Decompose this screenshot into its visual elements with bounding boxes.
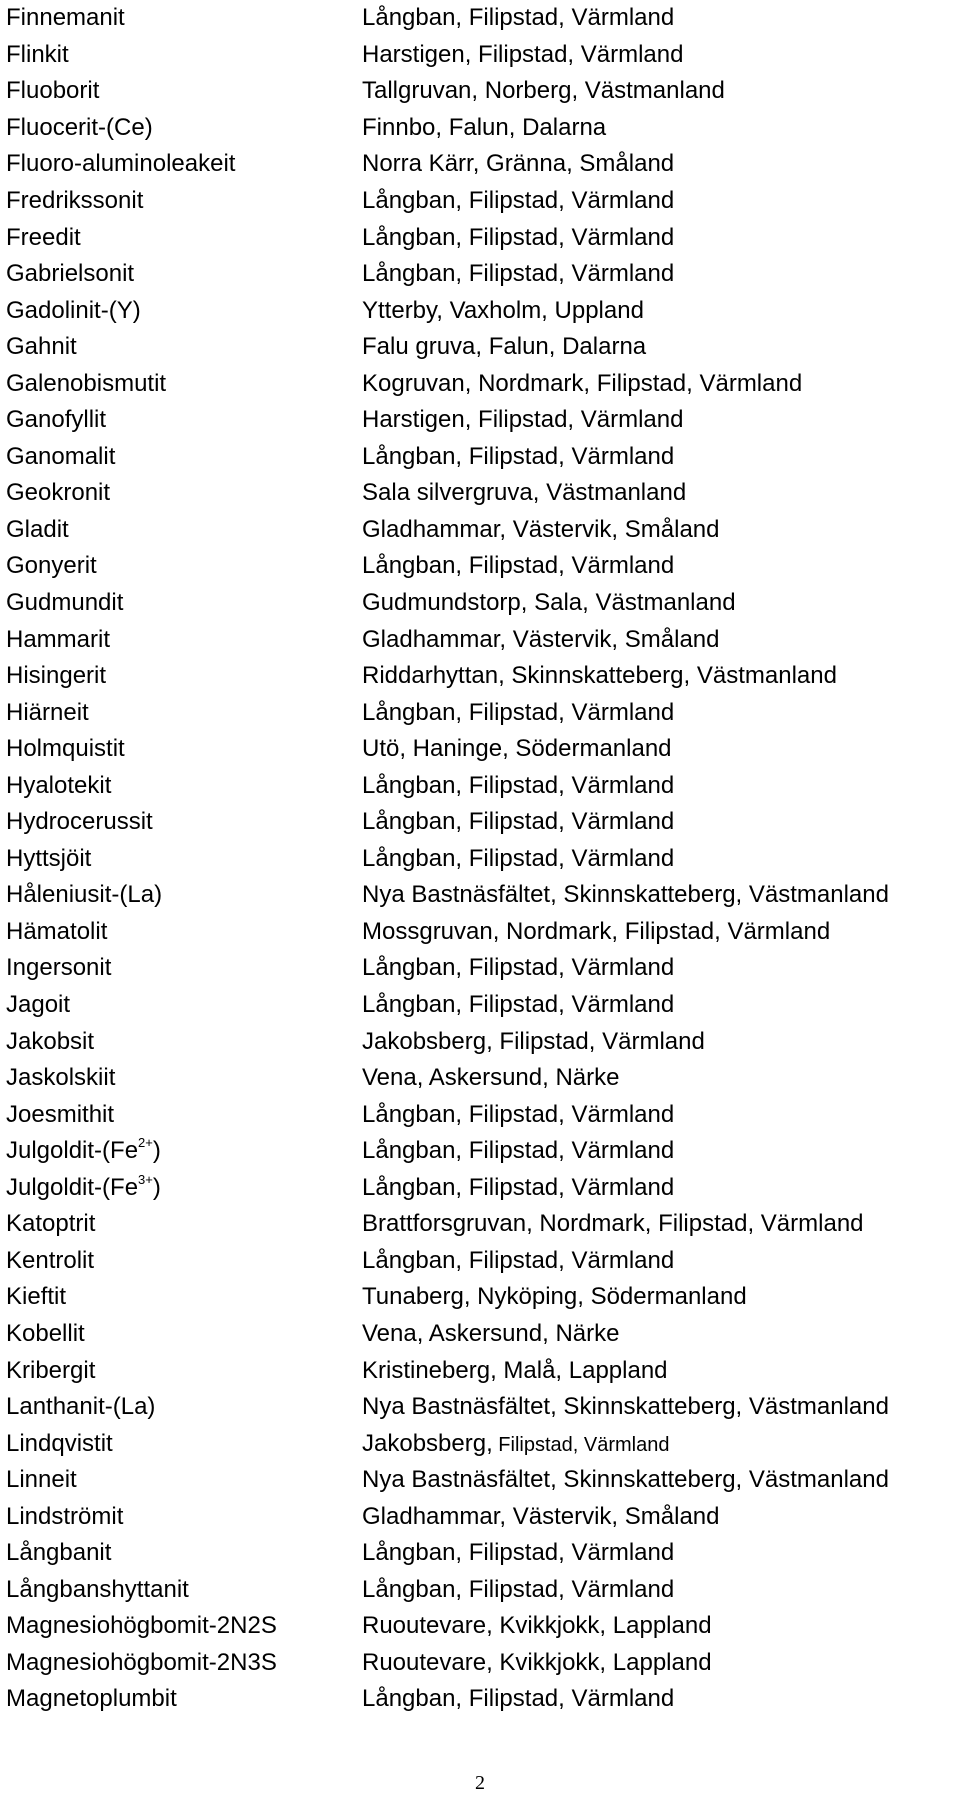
list-item xyxy=(6,658,956,695)
locality xyxy=(362,77,956,105)
list-item xyxy=(6,439,956,476)
mineral-name xyxy=(6,297,362,325)
mineral-name-text: Ganomalit xyxy=(6,442,116,470)
mineral-name xyxy=(6,1393,362,1421)
locality xyxy=(362,918,956,946)
locality-text: Nya Bastnäsfältet, Skinnskatteberg, Västmanland xyxy=(362,1393,889,1421)
mineral-name xyxy=(6,954,362,982)
locality-text: Mossgruvan, Nordmark, Filipstad, Värmland xyxy=(362,917,831,945)
mineral-name xyxy=(6,1171,362,1202)
locality-text: Utö, Haninge, Södermanland xyxy=(362,735,672,763)
locality-text: Långban, Filipstad, Värmland xyxy=(362,991,675,1019)
mineral-name-text: Ganofyllit xyxy=(6,406,107,434)
mineral-name-text: Geokronit xyxy=(6,479,111,507)
locality xyxy=(362,662,956,690)
list-item xyxy=(6,219,956,256)
mineral-name xyxy=(6,1649,362,1677)
mineral-name xyxy=(6,187,362,215)
list-item xyxy=(6,1389,956,1426)
mineral-name-text: Hämatolit xyxy=(6,917,108,945)
mineral-name xyxy=(6,41,362,69)
locality xyxy=(362,954,956,982)
mineral-name xyxy=(6,260,362,288)
list-item xyxy=(6,1206,956,1243)
list-item xyxy=(6,0,956,37)
mineral-name xyxy=(6,224,362,252)
list-item xyxy=(6,804,956,841)
list-item xyxy=(6,329,956,366)
locality xyxy=(362,772,956,800)
mineral-name-text: Fluoro-aluminoleakeit xyxy=(6,150,236,178)
mineral-name-text: Hammarit xyxy=(6,625,111,653)
mineral-name-text: Gladit xyxy=(6,515,69,543)
mineral-name xyxy=(6,1247,362,1275)
locality xyxy=(362,333,956,361)
mineral-name-text: Hydrocerussit xyxy=(6,808,153,836)
mineral-name xyxy=(6,1576,362,1604)
locality-text: Tunaberg, Nyköping, Södermanland xyxy=(362,1283,747,1311)
locality xyxy=(362,1357,956,1385)
mineral-name-text: Linneit xyxy=(6,1466,77,1494)
locality-text: Ruoutevare, Kvikkjokk, Lappland xyxy=(362,1612,712,1640)
mineral-name xyxy=(6,881,362,909)
locality-text: Långban, Filipstad, Värmland xyxy=(362,1100,675,1128)
mineral-name-suffix: ) xyxy=(152,1173,161,1201)
locality-text: Harstigen, Filipstad, Värmland xyxy=(362,40,684,68)
locality xyxy=(362,1064,956,1092)
mineral-name-text: Freedit xyxy=(6,223,81,251)
locality xyxy=(362,406,956,434)
locality-text: Gladhammar, Västervik, Småland xyxy=(362,625,720,653)
list-item xyxy=(6,1645,956,1682)
locality-text: Jakobsberg, Filipstad, Värmland xyxy=(362,1027,705,1055)
mineral-name-text: Magnetoplumbit xyxy=(6,1685,177,1713)
mineral-name-text: Ingersonit xyxy=(6,954,112,982)
locality-text: Ytterby, Vaxholm, Uppland xyxy=(362,296,644,324)
mineral-name-text: Katoptrit xyxy=(6,1210,96,1238)
mineral-name-text: Lanthanit-(La) xyxy=(6,1393,156,1421)
list-item xyxy=(6,512,956,549)
locality xyxy=(362,150,956,178)
mineral-name xyxy=(6,1320,362,1348)
mineral-name xyxy=(6,699,362,727)
locality xyxy=(362,297,956,325)
locality xyxy=(362,1247,956,1275)
mineral-name-text: Joesmithit xyxy=(6,1100,115,1128)
list-item xyxy=(6,146,956,183)
locality-text: Ruoutevare, Kvikkjokk, Lappland xyxy=(362,1648,712,1676)
list-item xyxy=(6,73,956,110)
mineral-name xyxy=(6,4,362,32)
locality-text: Långban, Filipstad, Värmland xyxy=(362,260,675,288)
mineral-name xyxy=(6,1685,362,1713)
list-item xyxy=(6,1279,956,1316)
locality xyxy=(362,1137,956,1165)
list-item xyxy=(6,877,956,914)
mineral-name-text: Gabrielsonit xyxy=(6,260,135,288)
mineral-name-text: Julgoldit-(Fe xyxy=(6,1137,139,1165)
locality-text-small: Filipstad, Värmland xyxy=(492,1433,670,1456)
locality-text: Kristineberg, Malå, Lappland xyxy=(362,1356,668,1384)
list-item xyxy=(6,950,956,987)
locality xyxy=(362,735,956,763)
mineral-name-text: Långbanshyttanit xyxy=(6,1575,189,1603)
mineral-name-text: Magnesiohögbomit-2N3S xyxy=(6,1648,277,1676)
mineral-name xyxy=(6,1064,362,1092)
mineral-name-text: Gahnit xyxy=(6,333,77,361)
locality-text: Långban, Filipstad, Värmland xyxy=(362,1685,675,1713)
list-item xyxy=(6,1133,956,1170)
list-item xyxy=(6,621,956,658)
mineral-name-text: Gonyerit xyxy=(6,552,97,580)
locality-text: Långban, Filipstad, Värmland xyxy=(362,954,675,982)
locality-text: Långban, Filipstad, Värmland xyxy=(362,552,675,580)
locality xyxy=(362,699,956,727)
mineral-name xyxy=(6,1466,362,1494)
locality xyxy=(362,1210,956,1238)
locality-text: Norra Kärr, Gränna, Småland xyxy=(362,150,675,178)
locality xyxy=(362,260,956,288)
mineral-name xyxy=(6,589,362,617)
locality-text: Vena, Askersund, Närke xyxy=(362,1319,620,1347)
oxidation-state-superscript: 3+ xyxy=(138,1171,153,1187)
list-item xyxy=(6,1681,956,1718)
locality-text: Långban, Filipstad, Värmland xyxy=(362,1137,675,1165)
locality xyxy=(362,1101,956,1129)
locality-text: Långban, Filipstad, Värmland xyxy=(362,1575,675,1603)
mineral-name xyxy=(6,1430,362,1458)
page-number: 2 xyxy=(475,1772,485,1794)
locality xyxy=(362,1685,956,1713)
mineral-name-text: Hyalotekit xyxy=(6,771,112,799)
locality-text: Tallgruvan, Norberg, Västmanland xyxy=(362,77,725,105)
mineral-name xyxy=(6,991,362,1019)
locality-text: Gladhammar, Västervik, Småland xyxy=(362,515,720,543)
locality xyxy=(362,808,956,836)
mineral-name xyxy=(6,1028,362,1056)
mineral-name-text: Långbanit xyxy=(6,1539,112,1567)
list-item xyxy=(6,1462,956,1499)
mineral-name xyxy=(6,735,362,763)
locality xyxy=(362,1430,956,1458)
list-item xyxy=(6,1498,956,1535)
list-item xyxy=(6,365,956,402)
list-item xyxy=(6,292,956,329)
locality-text: Finnbo, Falun, Dalarna xyxy=(362,113,607,141)
mineral-name xyxy=(6,1210,362,1238)
locality xyxy=(362,1576,956,1604)
list-item xyxy=(6,1060,956,1097)
mineral-name-text: Hisingerit xyxy=(6,662,107,690)
list-item xyxy=(6,1243,956,1280)
mineral-name xyxy=(6,808,362,836)
mineral-name-text: Fredrikssonit xyxy=(6,187,144,214)
locality-text: Falu gruva, Falun, Dalarna xyxy=(362,333,647,361)
locality xyxy=(362,187,956,215)
mineral-name xyxy=(6,626,362,654)
locality xyxy=(362,370,956,398)
locality-text: Långban, Filipstad, Värmland xyxy=(362,1246,675,1274)
mineral-name-text: Kentrolit xyxy=(6,1246,95,1274)
list-item xyxy=(6,1352,956,1389)
locality xyxy=(362,552,956,580)
mineral-name-text: Lindströmit xyxy=(6,1502,124,1530)
mineral-name xyxy=(6,479,362,507)
locality-text: Långban, Filipstad, Värmland xyxy=(362,698,675,726)
locality-text: Nya Bastnäsfältet, Skinnskatteberg, Västmanland xyxy=(362,881,889,909)
locality-text: Jakobsberg, xyxy=(362,1429,493,1457)
mineral-name-text: Kribergit xyxy=(6,1356,96,1384)
list-item xyxy=(6,1572,956,1609)
locality-text: Långban, Filipstad, Värmland xyxy=(362,1539,675,1567)
mineral-name xyxy=(6,1357,362,1385)
locality-text: Långban, Filipstad, Värmland xyxy=(362,1173,675,1201)
locality-text: Långban, Filipstad, Värmland xyxy=(362,771,675,799)
mineral-name xyxy=(6,1137,362,1165)
mineral-name xyxy=(6,114,362,142)
locality-text: Brattforsgruvan, Nordmark, Filipstad, Värmland xyxy=(362,1210,864,1238)
mineral-name-text: Flinkit xyxy=(6,40,69,68)
mineral-name-text: Julgoldit-(Fe xyxy=(6,1173,139,1201)
mineral-name-text: Galenobismutit xyxy=(6,369,167,397)
mineral-name-text: Håleniusit-(La) xyxy=(6,881,163,909)
mineral-name-text: Holmquistit xyxy=(6,735,125,763)
list-item xyxy=(6,548,956,585)
mineral-name xyxy=(6,918,362,946)
list-item xyxy=(6,841,956,878)
locality-text: Långban, Filipstad, Värmland xyxy=(362,844,675,872)
mineral-name xyxy=(6,552,362,580)
mineral-name-text: Kobellit xyxy=(6,1319,85,1347)
mineral-name xyxy=(6,77,362,105)
locality xyxy=(362,1283,956,1311)
mineral-name-text: Lindqvistit xyxy=(6,1429,113,1457)
list-item xyxy=(6,256,956,293)
locality xyxy=(362,1466,956,1494)
locality xyxy=(362,1612,956,1640)
locality xyxy=(362,1539,956,1567)
list-item xyxy=(6,767,956,804)
list-item xyxy=(6,475,956,512)
mineral-name xyxy=(6,845,362,873)
mineral-name-text: Finnemanit xyxy=(6,4,125,32)
mineral-name-text: Magnesiohögbomit-2N2S xyxy=(6,1612,277,1640)
locality xyxy=(362,845,956,873)
list-item xyxy=(6,1096,956,1133)
mineral-name-text: Fluocerit-(Ce) xyxy=(6,113,153,141)
list-item xyxy=(6,37,956,74)
mineral-name-text: Jakobsit xyxy=(6,1027,95,1055)
locality xyxy=(362,41,956,69)
mineral-name xyxy=(6,443,362,471)
locality-text: Gladhammar, Västervik, Småland xyxy=(362,1502,720,1530)
mineral-name xyxy=(6,1539,362,1567)
locality xyxy=(362,1649,956,1677)
list-item xyxy=(6,1608,956,1645)
locality-text: Harstigen, Filipstad, Värmland xyxy=(362,406,684,434)
locality xyxy=(362,1174,956,1202)
list-item xyxy=(6,914,956,951)
locality-text: Långban, Filipstad, Värmland xyxy=(362,808,675,836)
list-item xyxy=(6,585,956,622)
locality xyxy=(362,626,956,654)
locality-text: Långban, Filipstad, Värmland xyxy=(362,223,675,251)
mineral-name xyxy=(6,150,362,178)
locality xyxy=(362,114,956,142)
locality xyxy=(362,1503,956,1531)
locality xyxy=(362,1028,956,1056)
oxidation-state-superscript: 2+ xyxy=(138,1135,153,1151)
mineral-name-text: Fluoborit xyxy=(6,77,100,105)
list-item xyxy=(6,694,956,731)
mineral-name-text: Jaskolskiit xyxy=(6,1064,116,1092)
mineral-name xyxy=(6,406,362,434)
locality xyxy=(362,479,956,507)
list-item xyxy=(6,731,956,768)
mineral-name xyxy=(6,1612,362,1640)
mineral-name-suffix: ) xyxy=(152,1137,161,1165)
mineral-name xyxy=(6,1101,362,1129)
locality-text: Vena, Askersund, Närke xyxy=(362,1064,620,1092)
mineral-name xyxy=(6,333,362,361)
list-item xyxy=(6,1425,956,1462)
locality xyxy=(362,4,956,32)
locality xyxy=(362,589,956,617)
locality-text: Långban, Filipstad, Värmland xyxy=(362,187,675,214)
mineral-name-text: Jagoit xyxy=(6,991,71,1019)
mineral-name-text: Kieftit xyxy=(6,1283,67,1311)
list-item xyxy=(6,402,956,439)
mineral-name xyxy=(6,516,362,544)
list-item xyxy=(6,110,956,147)
mineral-name-text: Gudmundit xyxy=(6,589,124,617)
locality-text: Långban, Filipstad, Värmland xyxy=(362,442,675,470)
list-item xyxy=(6,1316,956,1353)
mineral-name-text: Gadolinit-(Y) xyxy=(6,296,141,324)
locality xyxy=(362,224,956,252)
mineral-name-text: Hyttsjöit xyxy=(6,844,92,872)
list-item xyxy=(6,987,956,1024)
locality-text: Riddarhyttan, Skinnskatteberg, Västmanland xyxy=(362,662,837,690)
mineral-name xyxy=(6,1283,362,1311)
mineral-name xyxy=(6,772,362,800)
locality xyxy=(362,1320,956,1348)
mineral-list xyxy=(6,0,956,1718)
locality xyxy=(362,516,956,544)
locality xyxy=(362,1393,956,1421)
list-item xyxy=(6,183,956,220)
list-item xyxy=(6,1023,956,1060)
mineral-name-text: Hiärneit xyxy=(6,698,89,726)
list-item xyxy=(6,1535,956,1572)
locality xyxy=(362,443,956,471)
locality-text: Sala silvergruva, Västmanland xyxy=(362,479,687,507)
locality xyxy=(362,881,956,909)
locality xyxy=(362,991,956,1019)
mineral-name xyxy=(6,370,362,398)
locality-text: Gudmundstorp, Sala, Västmanland xyxy=(362,589,736,617)
locality-text: Nya Bastnäsfältet, Skinnskatteberg, Västmanland xyxy=(362,1466,889,1494)
list-item xyxy=(6,1170,956,1207)
locality-text: Långban, Filipstad, Värmland xyxy=(362,4,675,32)
locality-text: Kogruvan, Nordmark, Filipstad, Värmland xyxy=(362,369,803,397)
mineral-name xyxy=(6,1503,362,1531)
mineral-name xyxy=(6,662,362,690)
